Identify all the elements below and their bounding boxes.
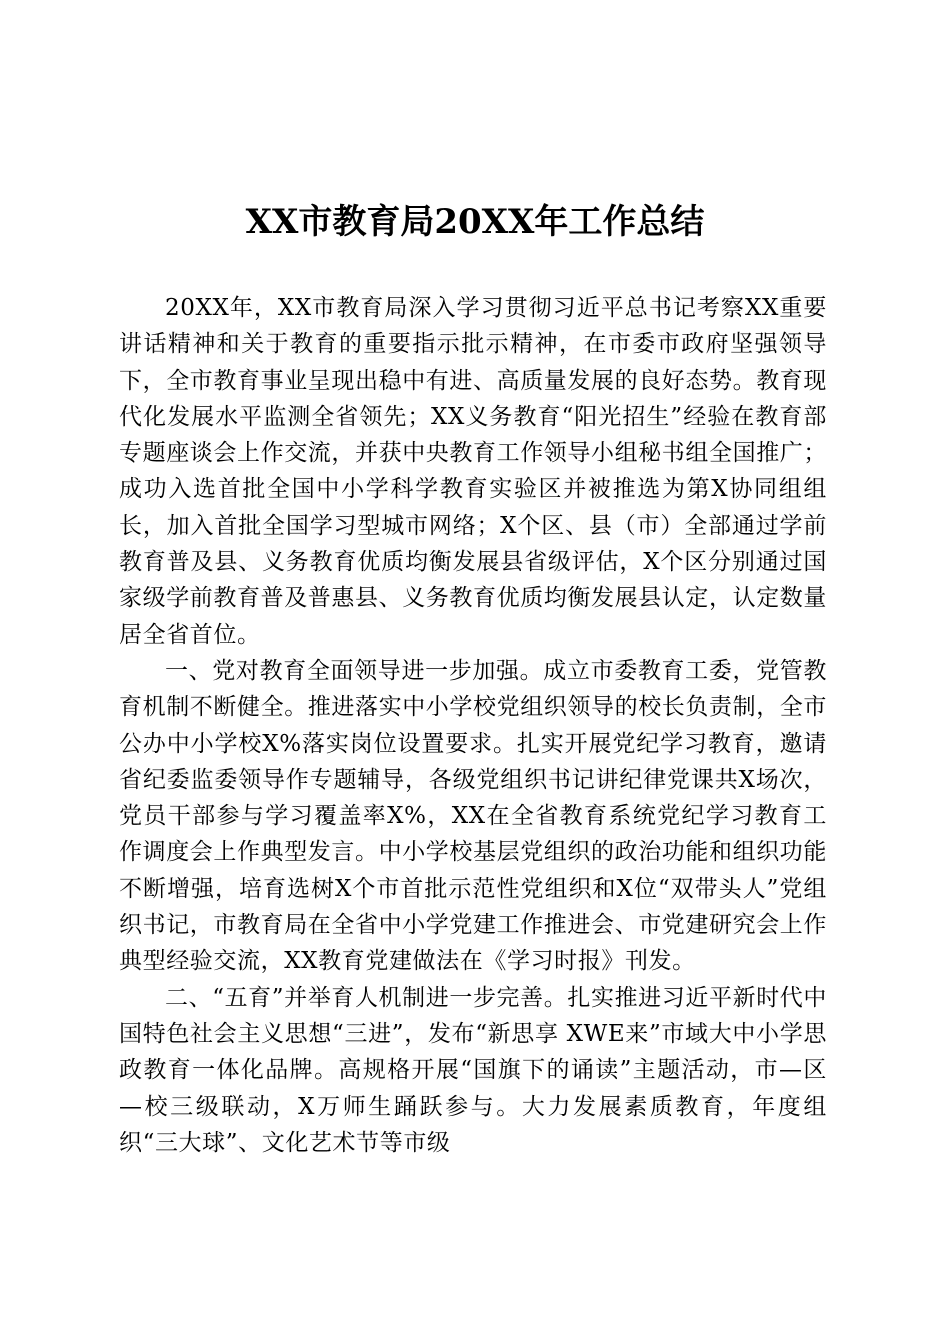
paragraph-intro: 20XX年，XX市教育局深入学习贯彻习近平总书记考察XX重要讲话精神和关于教育的重要指示批示精神，在市委市政府坚强领导下，全市教育事业呈现出稳中有进、高质量发展的良好态势。教育现代化发展水平监测全省领先；XX义务教育“阳光招生”经验在教育部专题座谈会上作交流，并获中央教育工作领导小组秘书组全国推广； 成功入选首批全国中小学科学教育实验区并被推选为第X协同组组长，加入首批全国学习型城市网络；X个区、县（市）全部通过学前教育普及县、义务教育优质均衡发展县省级评估，X个区分别通过国家级学前教育普及普惠县、义务教育优质均衡发展县认定，认定数量居全省首位。 [119,295,827,648]
paragraph-section-1: 一、党对教育全面领导进一步加强。成立市委教育工委，党管教育机制不断健全。推进落实中小学校党组织领导的校长负责制，全市公办中小学校X%落实岗位设置要求。扎实开展党纪学习教育，邀请省纪委监委领导作专题辅导，各级党组织书记讲纪律党课共X场次，党员干部参与学习覆盖率X%，XX在全省教育系统党纪学习教育工作调度会上作典型发言。中小学校基层党组织的政治功能和组织功能不断增强，培育选树X个市首批示范性党组织和X位“双带头人”党组织书记，市教育局在全省中小学党建工作推进会、市党建研究会上作典型经验交流，XX教育党建做法在《学习时报》刊发。 [119,657,827,975]
document-body [119,290,827,1161]
paragraph-section-2: 二、“五育”并举育人机制进一步完善。扎实推进习近平新时代中国特色社会主义思想“三进”，发布“新思享 XWE来”市域大中小学思政教育一体化品牌。高规格开展“国旗下的诵读”主题活动，市—区—校三级联动，X万师生踊跃参与。大力发展素质教育，年度组织“三大球”、文化艺术节等市级 [119,984,827,1156]
document-title: XX市教育局20XX年工作总结 [245,202,705,242]
